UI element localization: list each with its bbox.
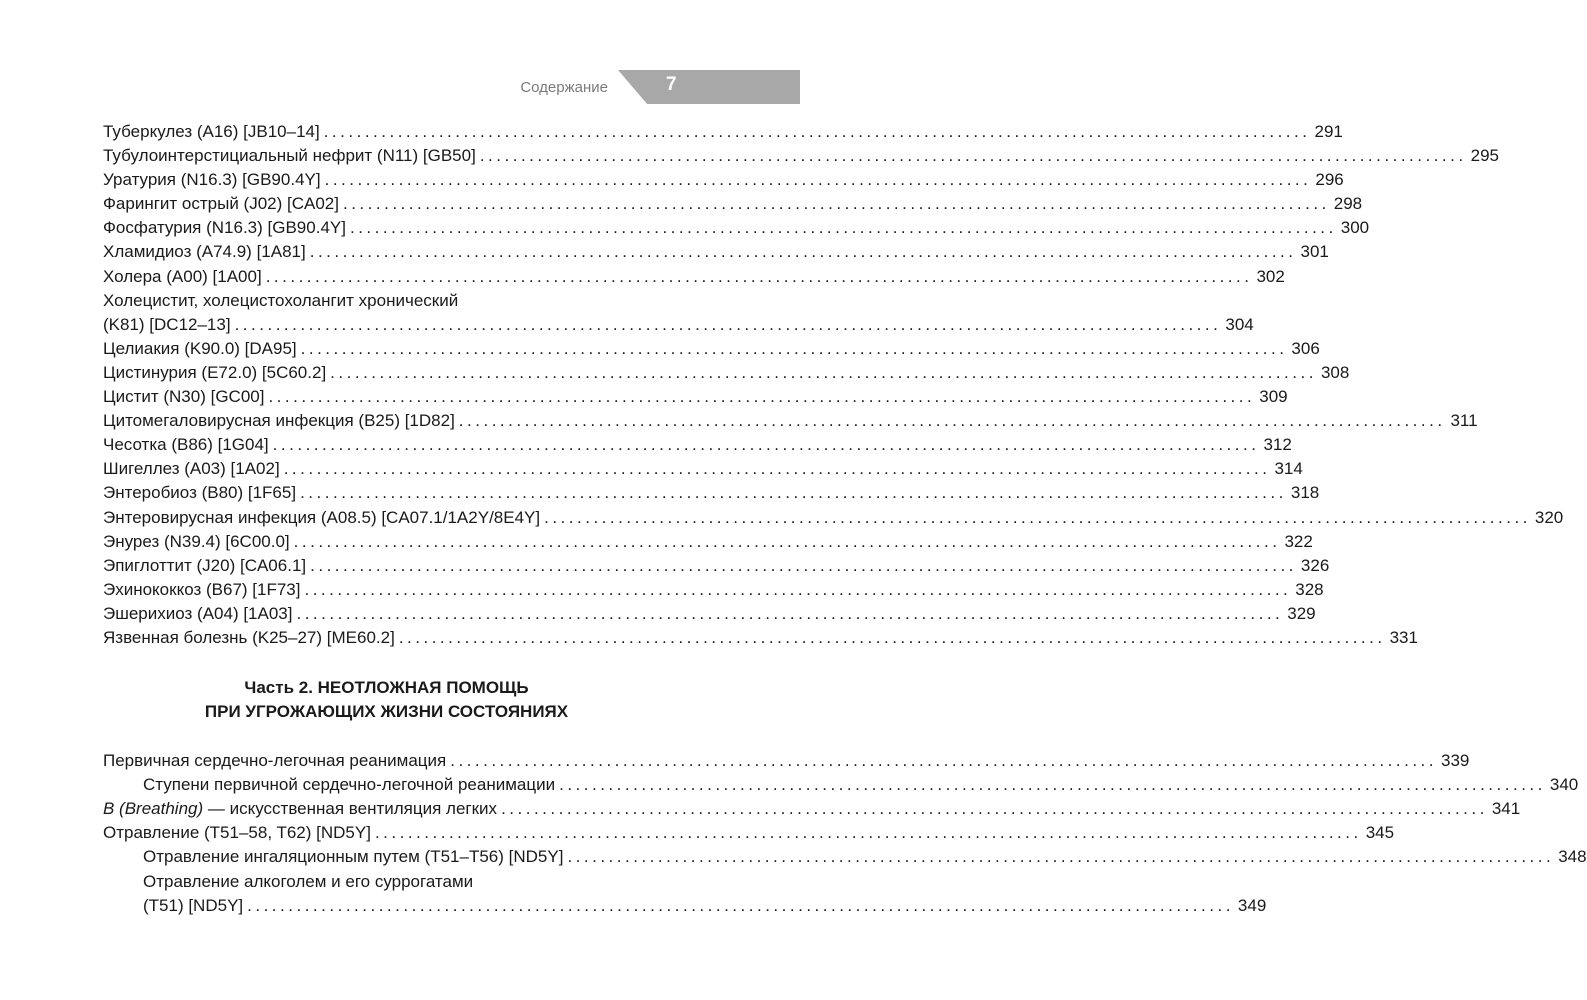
toc-entry-title: Чесотка (B86) [1G04] [103, 435, 269, 455]
toc-entry-page: 300 [1340, 218, 1370, 238]
toc-entry-title: Отравление алкоголем и его суррогатами [143, 871, 474, 891]
leader-dots: ........................................................................................................................ [501, 799, 1488, 819]
part-heading-line: ПРИ УГРОЖАЮЩИХ ЖИЗНИ СОСТОЯНИЯХ [204, 702, 569, 722]
toc-entry-page: 322 [1284, 531, 1313, 551]
toc-entry[interactable] [103, 578, 1324, 602]
leader-dots: ........................................................................................................................ [293, 531, 1281, 551]
toc-entry[interactable] [103, 216, 1370, 240]
leader-dots: ........................................................................................................................ [349, 218, 1337, 238]
toc-entry-page: 314 [1274, 459, 1303, 479]
leader-dots: ........................................................................................................................ [323, 122, 1311, 141]
toc-entry-title: Фосфатурия (N16.3) [GB90.4Y] [103, 218, 346, 238]
toc-entry-page: 345 [1365, 823, 1395, 843]
leader-dots: ........................................................................................................................ [450, 751, 1437, 771]
toc-entry[interactable] [103, 554, 1330, 578]
toc-entry-page: 318 [1290, 483, 1320, 503]
running-head-title: Содержание [520, 79, 608, 96]
leader-dots: ........................................................................................................................ [272, 435, 1260, 455]
part-heading [103, 676, 670, 724]
toc-entry[interactable] [103, 168, 1344, 192]
toc-entry[interactable] [103, 506, 1564, 530]
toc-entry-title: Шигеллез (A03) [1A02] [103, 459, 280, 479]
toc-entry[interactable] [103, 457, 1303, 481]
toc-entry-page: 312 [1263, 435, 1292, 455]
leader-dots: ........................................................................................................................ [268, 387, 1256, 407]
toc-subentry[interactable] [103, 845, 1587, 869]
toc-entry-title: Эшерихиоз (A04) [1A03] [103, 603, 293, 623]
toc-entry-page: 306 [1291, 338, 1320, 358]
toc-entry-title: Первичная сердечно-легочная реанимация [103, 751, 447, 771]
toc-entry-title: Эпиглоттит (J20) [CA06.1] [103, 555, 307, 575]
toc-entry[interactable] [103, 265, 1285, 289]
toc-entry-title: Отравление (T51–58, T62) [ND5Y] [103, 823, 371, 843]
toc-entry-title: Отравление ингаляционным путем (T51–T56) [ND5Y] [143, 847, 564, 867]
toc-entry-page: 301 [1300, 242, 1329, 262]
toc-entry[interactable] [103, 530, 1313, 554]
leader-dots: ........................................................................................................................ [296, 603, 1284, 623]
toc-entry[interactable] [103, 337, 1320, 361]
toc-entry-page: 308 [1320, 362, 1350, 382]
toc-entry-page: 295 [1470, 146, 1499, 166]
toc-entry-page: 298 [1333, 194, 1363, 214]
toc-entry-title: Язвенная болезнь (K25–27) [ME60.2] [103, 627, 395, 647]
toc-subentry[interactable] [103, 773, 1579, 797]
toc-entry-title: Хламидиоз (A74.9) [1A81] [103, 242, 306, 262]
toc-entry-page: 311 [1450, 411, 1478, 431]
toc-entry[interactable] [103, 821, 1395, 845]
toc-entry[interactable] [103, 602, 1316, 626]
toc-entry-title: Уратурия (N16.3) [GB90.4Y] [103, 170, 321, 190]
toc-entry[interactable] [103, 144, 1499, 168]
toc-entry[interactable] [103, 385, 1288, 409]
toc-entry-page: 320 [1534, 507, 1564, 527]
toc-entry-page: 329 [1287, 603, 1316, 623]
toc-entry[interactable] [103, 797, 1521, 821]
toc-entry-title: Фарингит острый (J02) [CA02] [103, 194, 339, 214]
toc-entry[interactable] [103, 409, 1478, 433]
toc-entry-italic-prefix: B (Breathing) [103, 799, 204, 819]
toc-entry-title: Холера (A00) [1A00] [103, 266, 262, 286]
toc-entry-page: 341 [1491, 799, 1521, 819]
toc-entry[interactable] [103, 120, 1343, 144]
table-of-contents [103, 120, 1587, 918]
leader-dots: ........................................................................................................................ [398, 627, 1386, 647]
toc-entry-title: Энтеробиоз (B80) [1F65] [103, 483, 297, 503]
toc-entry-page: 296 [1315, 170, 1344, 190]
leader-dots: ........................................................................................................................ [309, 242, 1297, 262]
toc-entry-title: Эхинококкоз (B67) [1F73] [103, 579, 301, 599]
leader-dots: ........................................................................................................................ [265, 266, 1253, 286]
toc-subentry-continued[interactable] [103, 870, 670, 894]
leader-dots: ........................................................................................................................ [479, 146, 1467, 166]
leader-dots: ........................................................................................................................ [234, 314, 1222, 334]
toc-entry-page: 326 [1300, 555, 1330, 575]
running-head [0, 70, 800, 106]
toc-subentry[interactable] [103, 894, 1267, 918]
leader-dots: ........................................................................................................................ [567, 847, 1555, 867]
part-heading-line: Часть 2. НЕОТЛОЖНАЯ ПОМОЩЬ [244, 678, 529, 698]
toc-entry-page: 328 [1295, 579, 1324, 599]
leader-dots: ........................................................................................................................ [458, 411, 1446, 431]
toc-entry[interactable] [103, 192, 1363, 216]
toc-entry-title: Цистинурия (E72.0) [5C60.2] [103, 362, 327, 382]
toc-entry-title: Ступени первичной сердечно-легочной реанимации [143, 775, 556, 795]
toc-entry-title: (K81) [DC12–13] [103, 314, 231, 334]
toc-entry-title-rest: — искусственная вентиляция легких [203, 799, 498, 819]
toc-entry-page: 302 [1256, 266, 1285, 286]
leader-dots: ........................................................................................................................ [324, 170, 1312, 190]
toc-entry[interactable] [103, 481, 1320, 505]
toc-entry[interactable] [103, 361, 1350, 385]
toc-entry-page: 349 [1237, 895, 1267, 915]
toc-entry-title: Цистит (N30) [GC00] [103, 387, 265, 407]
leader-dots: ........................................................................................................................ [300, 338, 1288, 358]
toc-entry[interactable] [103, 433, 1292, 457]
toc-entry-title: Целиакия (K90.0) [DA95] [103, 338, 297, 358]
toc-entry-page: 331 [1389, 627, 1418, 647]
page-number: 7 [666, 74, 677, 95]
toc-entry-page: 291 [1314, 122, 1343, 141]
leader-dots: ........................................................................................................................ [342, 194, 1330, 214]
toc-entry-title: Холецистит, холецистохолангит хронический [103, 290, 459, 310]
leader-dots: ........................................................................................................................ [304, 579, 1292, 599]
page-number-tab [618, 70, 800, 104]
leader-dots: ........................................................................................................................ [300, 483, 1287, 503]
leader-dots: ........................................................................................................................ [559, 775, 1546, 795]
toc-entry-title [103, 797, 497, 821]
toc-entry-continued[interactable] [103, 289, 670, 313]
toc-entry[interactable] [103, 240, 1329, 264]
leader-dots: ........................................................................................................................ [310, 555, 1297, 575]
toc-entry[interactable] [103, 313, 1254, 337]
toc-entry[interactable] [103, 749, 1470, 773]
toc-entry-title: (T51) [ND5Y] [143, 895, 244, 915]
toc-entry-page: 309 [1259, 387, 1288, 407]
leader-dots: ........................................................................................................................ [374, 823, 1362, 843]
toc-entry-title: Цитомегаловирусная инфекция (B25) [1D82] [103, 411, 455, 431]
leader-dots: ........................................................................................................................ [283, 459, 1271, 479]
toc-entry-page: 340 [1549, 775, 1579, 795]
toc-entry-title: Энтеровирусная инфекция (A08.5) [CA07.1/1A2Y/8E4Y] [103, 507, 541, 527]
toc-entry-title: Тубулоинтерстициальный нефрит (N11) [GB50] [103, 146, 476, 166]
leader-dots: ........................................................................................................................ [247, 895, 1234, 915]
toc-entry-title: Энурез (N39.4) [6C00.0] [103, 531, 290, 551]
toc-entry-title: Туберкулез (A16) [JB10–14] [103, 122, 320, 141]
toc-entry-page: 348 [1558, 847, 1587, 867]
toc-entry-page: 304 [1225, 314, 1254, 334]
toc-entry[interactable] [103, 626, 1418, 650]
leader-dots: ........................................................................................................................ [544, 507, 1531, 527]
toc-entry-page: 339 [1441, 751, 1470, 771]
leader-dots: ........................................................................................................................ [330, 362, 1317, 382]
